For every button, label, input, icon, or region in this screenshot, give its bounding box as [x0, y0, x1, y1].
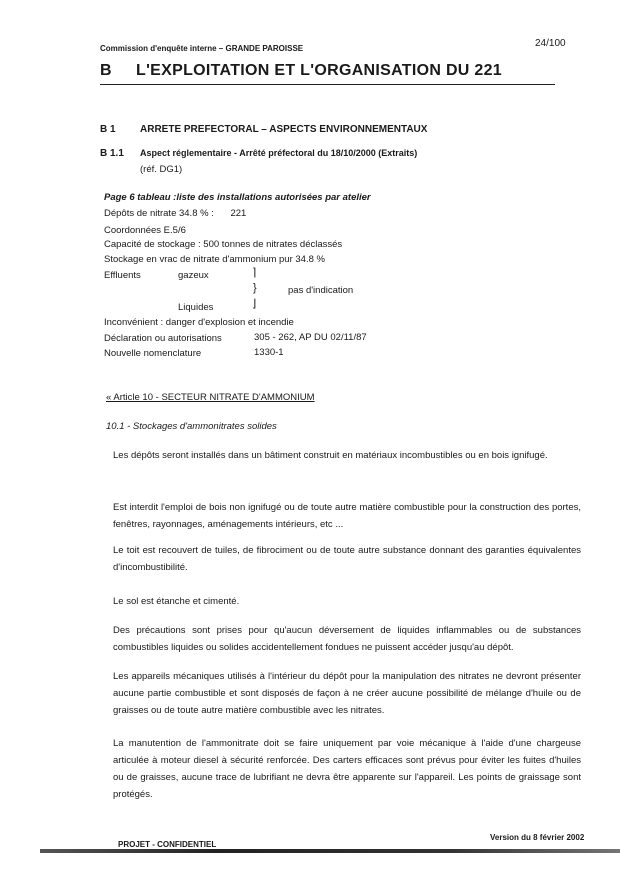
stockage-line: Stockage en vrac de nitrate d'ammonium pur 34.8 %: [104, 254, 325, 265]
title-letter: B: [100, 62, 112, 79]
page6-heading: Page 6 tableau :liste des installations autorisées par atelier: [104, 192, 371, 203]
section-b11-heading: [100, 148, 417, 159]
nomenclature-value: 1330-1: [254, 347, 284, 358]
brace-middle: }: [253, 282, 257, 294]
inconvenient-line: Inconvénient : danger d'explosion et incendie: [104, 317, 294, 328]
declaration-value: 305 - 262, AP DU 02/11/87: [254, 332, 367, 343]
pas-indication-label: pas d'indication: [288, 285, 354, 296]
depots-value: 221: [230, 208, 247, 219]
article-subheading: 10.1 - Stockages d'ammonitrates solides: [106, 421, 277, 432]
section-b1-heading: [100, 124, 427, 135]
brace-top: ⌉: [252, 267, 257, 279]
section-b1-number: B 1: [100, 124, 116, 135]
depots-label: Dépôts de nitrate 34.8 % :: [104, 208, 214, 219]
gazeux-label: gazeux: [178, 270, 209, 281]
footer-rule: [40, 849, 620, 853]
footer-confidential: PROJET - CONFIDENTIEL: [118, 840, 217, 849]
nomenclature-label: Nouvelle nomenclature: [104, 348, 202, 359]
paragraph-2: Est interdit l'emploi de bois non ignifugé ou de toute autre matière combustible pour la construction des portes, fenêtres, rayonnages, aménagements intérieurs, etc ...: [113, 502, 581, 530]
capacite-line: Capacité de stockage : 500 tonnes de nitrates déclassés: [104, 239, 343, 250]
brace-bottom: ⌋: [252, 298, 257, 310]
coordonnees-line: Coordonnées E.5/6: [104, 225, 186, 236]
title-underline: [100, 84, 555, 85]
section-b1-title: ARRETE PREFECTORAL – ASPECTS ENVIRONNEMENTAUX: [140, 124, 428, 135]
header-commission: Commission d'enquête interne – GRANDE PAROISSE: [100, 44, 304, 53]
liquides-label: Liquides: [178, 302, 214, 313]
paragraph-3: Le toit est recouvert de tuiles, de fibrociment ou de toute autre substance donnant des garanties équivalentes d'incombustibilité.: [113, 545, 581, 573]
page-number: 24/100: [535, 38, 566, 49]
paragraph-6: Les appareils mécaniques utilisés à l'intérieur du dépôt pour la manipulation des nitrates ne devront présenter aucune partie combustible et sont disposés de façon à ne créer aucune possibilité de mélange d'huile ou de graisses ou de toute autre matière combustible avec les nitrates.: [113, 671, 581, 716]
page-title: [100, 62, 502, 80]
section-b11-ref: (réf. DG1): [140, 164, 183, 175]
paragraph-1: Les dépôts seront installés dans un bâtiment construit en matériaux incombustibles ou en bois ignifugé.: [113, 450, 548, 461]
depots-line: [104, 208, 246, 219]
article-heading: « Article 10 - SECTEUR NITRATE D'AMMONIUM: [106, 392, 315, 403]
section-b11-number: B 1.1: [100, 148, 124, 159]
paragraph-5: Des précautions sont prises pour qu'aucun déversement de liquides inflammables ou de substances combustibles liquides ou solides accidentellement fondues ne puissent accéder jusqu'au dépôt.: [113, 625, 581, 653]
footer-version: Version du 8 février 2002: [490, 833, 585, 842]
section-b11-title: Aspect réglementaire - Arrêté préfectoral du 18/10/2000 (Extraits): [140, 148, 418, 158]
declaration-label: Déclaration ou autorisations: [104, 333, 222, 344]
effluents-label: Effluents: [104, 270, 141, 281]
paragraph-7: La manutention de l'ammonitrate doit se faire uniquement par voie mécanique à l'aide d'une chargeuse articulée à moteur diesel à sécurité renforcée. Des carters efficaces sont prévus pour éviter les fuites d'huiles ou de graisses, aucune trace de lubrifiant ne devra être apparente sur l'appareil. Les points de graissage sont protégés.: [113, 738, 581, 800]
title-text: L'EXPLOITATION ET L'ORGANISATION DU 221: [136, 62, 502, 79]
paragraph-4: Le sol est étanche et cimenté.: [113, 596, 240, 607]
